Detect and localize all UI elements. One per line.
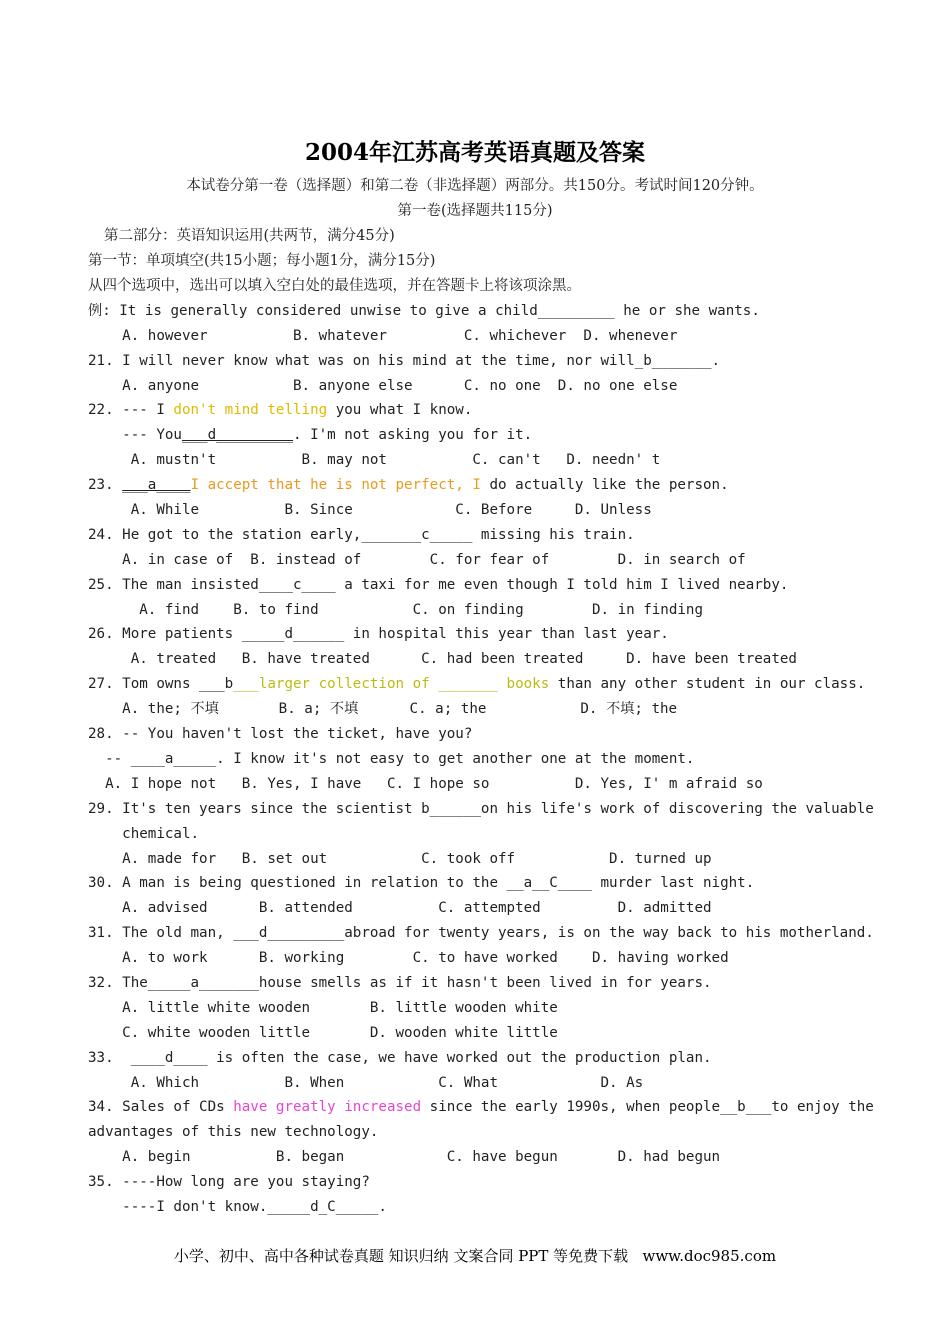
instruction: 从四个选项中，选出可以填入空白处的最佳选项，并在答题卡上将该项涂黑。 [88,278,581,294]
question-21: 21. I will never know what was on his mind at the time, nor will_b_______. [88,353,721,369]
options-33: A. Which B. When C. What D. As [88,1075,644,1091]
question-23: 23. ___a____I accept that he is not perfect, I do actually like the person. [88,477,729,493]
intro-line: 本试卷分第一卷（选择题）和第二卷（非选择题）两部分。共150分。考试时间120分钟。 [186,178,764,194]
options-21: A. anyone B. anyone else C. no one D. no one else [88,378,678,394]
part2-heading: 第二部分：英语知识运用(共两节，满分45分) [104,228,395,244]
footer-text: 小学、初中、高中各种试卷真题 知识归纳 文案合同 PPT 等免费下载 www.doc985.com [173,1247,777,1265]
options-26: A. treated B. have treated C. had been treated D. have been treated [88,651,797,667]
options-31: A. to work B. working C. to have worked D. having worked [88,950,729,966]
options-22: A. mustn't B. may not C. can't D. needn' t [88,452,661,468]
question-22-reply: --- You___d_________. I'm not asking you for it. [88,427,533,443]
question-29: 29. It's ten years since the scientist b______on his life's work of discovering the valuable [88,801,874,817]
question-26: 26. More patients _____d______ in hospital this year than last year. [88,626,669,642]
highlight-34: have greatly increased [233,1099,422,1115]
example-question: 例: It is generally considered unwise to give a child_________ he or she wants. [88,303,760,319]
section1-heading: 第一节：单项填空(共15小题；每小题1分，满分15分) [88,253,436,269]
question-30: 30. A man is being questioned in relation to the __a__C____ murder last night. [88,875,755,891]
options-30: A. advised B. attended C. attempted D. admitted [88,900,712,916]
options-23: A. While B. Since C. Before D. Unless [88,502,652,518]
options-34: A. begin B. began C. have begun D. had begun [88,1149,721,1165]
highlight-23: I accept that he is not perfect, I [190,477,481,493]
options-28: A. I hope not B. Yes, I have C. I hope so D. Yes, I' m afraid so [88,776,763,792]
question-28-reply: -- ____a_____. I know it's not easy to get another one at the moment. [88,751,695,767]
example-options: A. however B. whatever C. whichever D. whenever [88,328,678,344]
question-22: 22. --- I don't mind telling you what I know. [88,402,473,418]
question-33: 33. ____d____ is often the case, we have worked out the production plan. [88,1050,712,1066]
question-35-reply: ----I don't know._____d_C_____. [88,1199,387,1215]
part1-heading: 第一卷(选择题共115分) [397,203,553,219]
options-27: A. the; 不填 B. a; 不填 C. a; the D. 不填; the [88,701,678,717]
question-28: 28. -- You haven't lost the ticket, have you? [88,726,473,742]
question-34-cont: advantages of this new technology. [88,1124,379,1140]
options-24: A. in case of B. instead of C. for fear of D. in search of [88,552,746,568]
highlight-27: ___larger collection of _______ books [233,676,550,692]
question-24: 24. He got to the station early,_______c_____ missing his train. [88,527,635,543]
question-35: 35. ----How long are you staying? [88,1174,370,1190]
question-25: 25. The man insisted____c____ a taxi for me even though I told him I lived nearby. [88,577,789,593]
options-25: A. find B. to find C. on finding D. in finding [88,602,703,618]
question-29-cont: chemical. [88,826,200,842]
options-32-cd: C. white wooden little D. wooden white little [88,1025,558,1041]
question-27: 27. Tom owns ___b___larger collection of _______ books than any other student in our class. [88,676,866,692]
options-29: A. made for B. set out C. took off D. turned up [88,851,712,867]
options-32-ab: A. little white wooden B. little wooden white [88,1000,558,1016]
question-34: 34. Sales of CDs have greatly increased since the early 1990s, when people__b___to enjoy the [88,1099,874,1115]
page-title: 2004年江苏高考英语真题及答案 [304,139,645,166]
highlight-22: don't mind telling [173,402,328,418]
question-32: 32. The_____a_______house smells as if it hasn't been lived in for years. [88,975,712,991]
question-31: 31. The old man, ___d_________abroad for twenty years, is on the way back to his motherland. [88,925,874,941]
